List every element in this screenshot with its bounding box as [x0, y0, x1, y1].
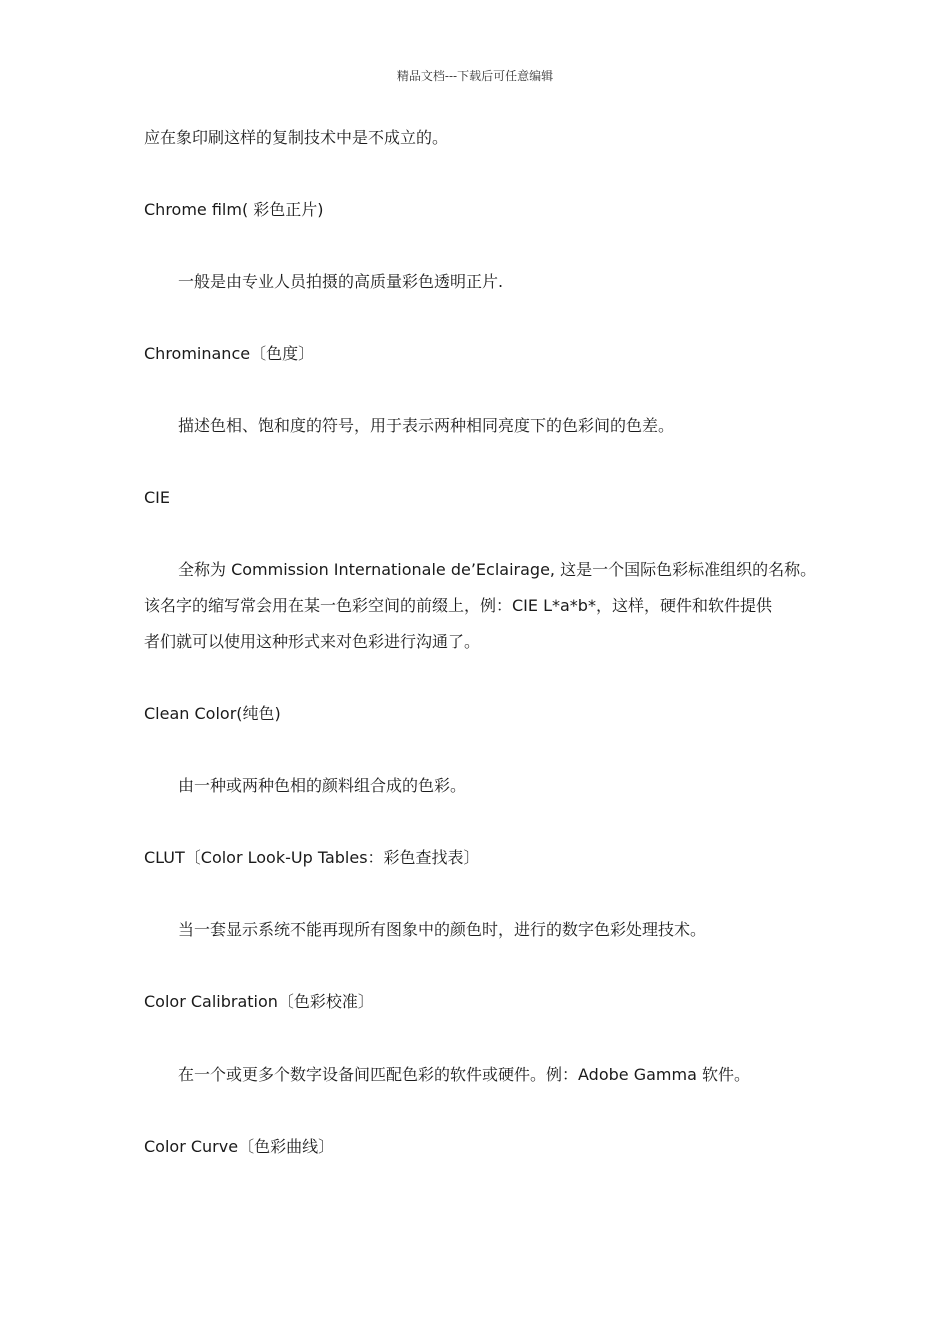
- term-color-curve: Color Curve〔色彩曲线〕: [144, 1137, 335, 1156]
- definition-clut: 当一套显示系统不能再现所有图象中的颜色时，进行的数字色彩处理技术。: [178, 920, 707, 939]
- term-chrominance: Chrominance〔色度〕: [144, 344, 315, 363]
- definition-clean-color: 由一种或两种色相的颜料组合成的色彩。: [178, 776, 467, 795]
- definition-color-calibration: 在一个或更多个数字设备间匹配色彩的软件或硬件。例：Adobe Gamma 软件。: [178, 1065, 750, 1084]
- term-clean-color: Clean Color(纯色): [144, 704, 281, 723]
- definition-cie-line-2: 该名字的缩写常会用在某一色彩空间的前缀上，例：CIE L*a*b*，这样，硬件和软件提供: [144, 596, 772, 615]
- definition-chrominance: 描述色相、饱和度的符号，用于表示两种相同亮度下的色彩间的色差。: [178, 416, 675, 435]
- definition-cie-line-3: 者们就可以使用这种形式来对色彩进行沟通了。: [144, 632, 481, 651]
- term-color-calibration: Color Calibration〔色彩校准〕: [144, 992, 374, 1011]
- term-clut: CLUT〔Color Look-Up Tables：彩色查找表〕: [144, 848, 480, 867]
- definition-chrome-film: 一般是由专业人员拍摄的高质量彩色透明正片.: [178, 272, 504, 291]
- definition-cie-line-1: 全称为 Commission Internationale de’Eclairage, 这是一个国际色彩标准组织的名称。: [178, 560, 817, 579]
- term-cie: CIE: [144, 488, 170, 507]
- paragraph-continuation: 应在象印刷这样的复制技术中是不成立的。: [144, 128, 449, 147]
- page-header: 精品文档---下载后可任意编辑: [396, 69, 554, 83]
- term-chrome-film: Chrome film( 彩色正片): [144, 200, 324, 219]
